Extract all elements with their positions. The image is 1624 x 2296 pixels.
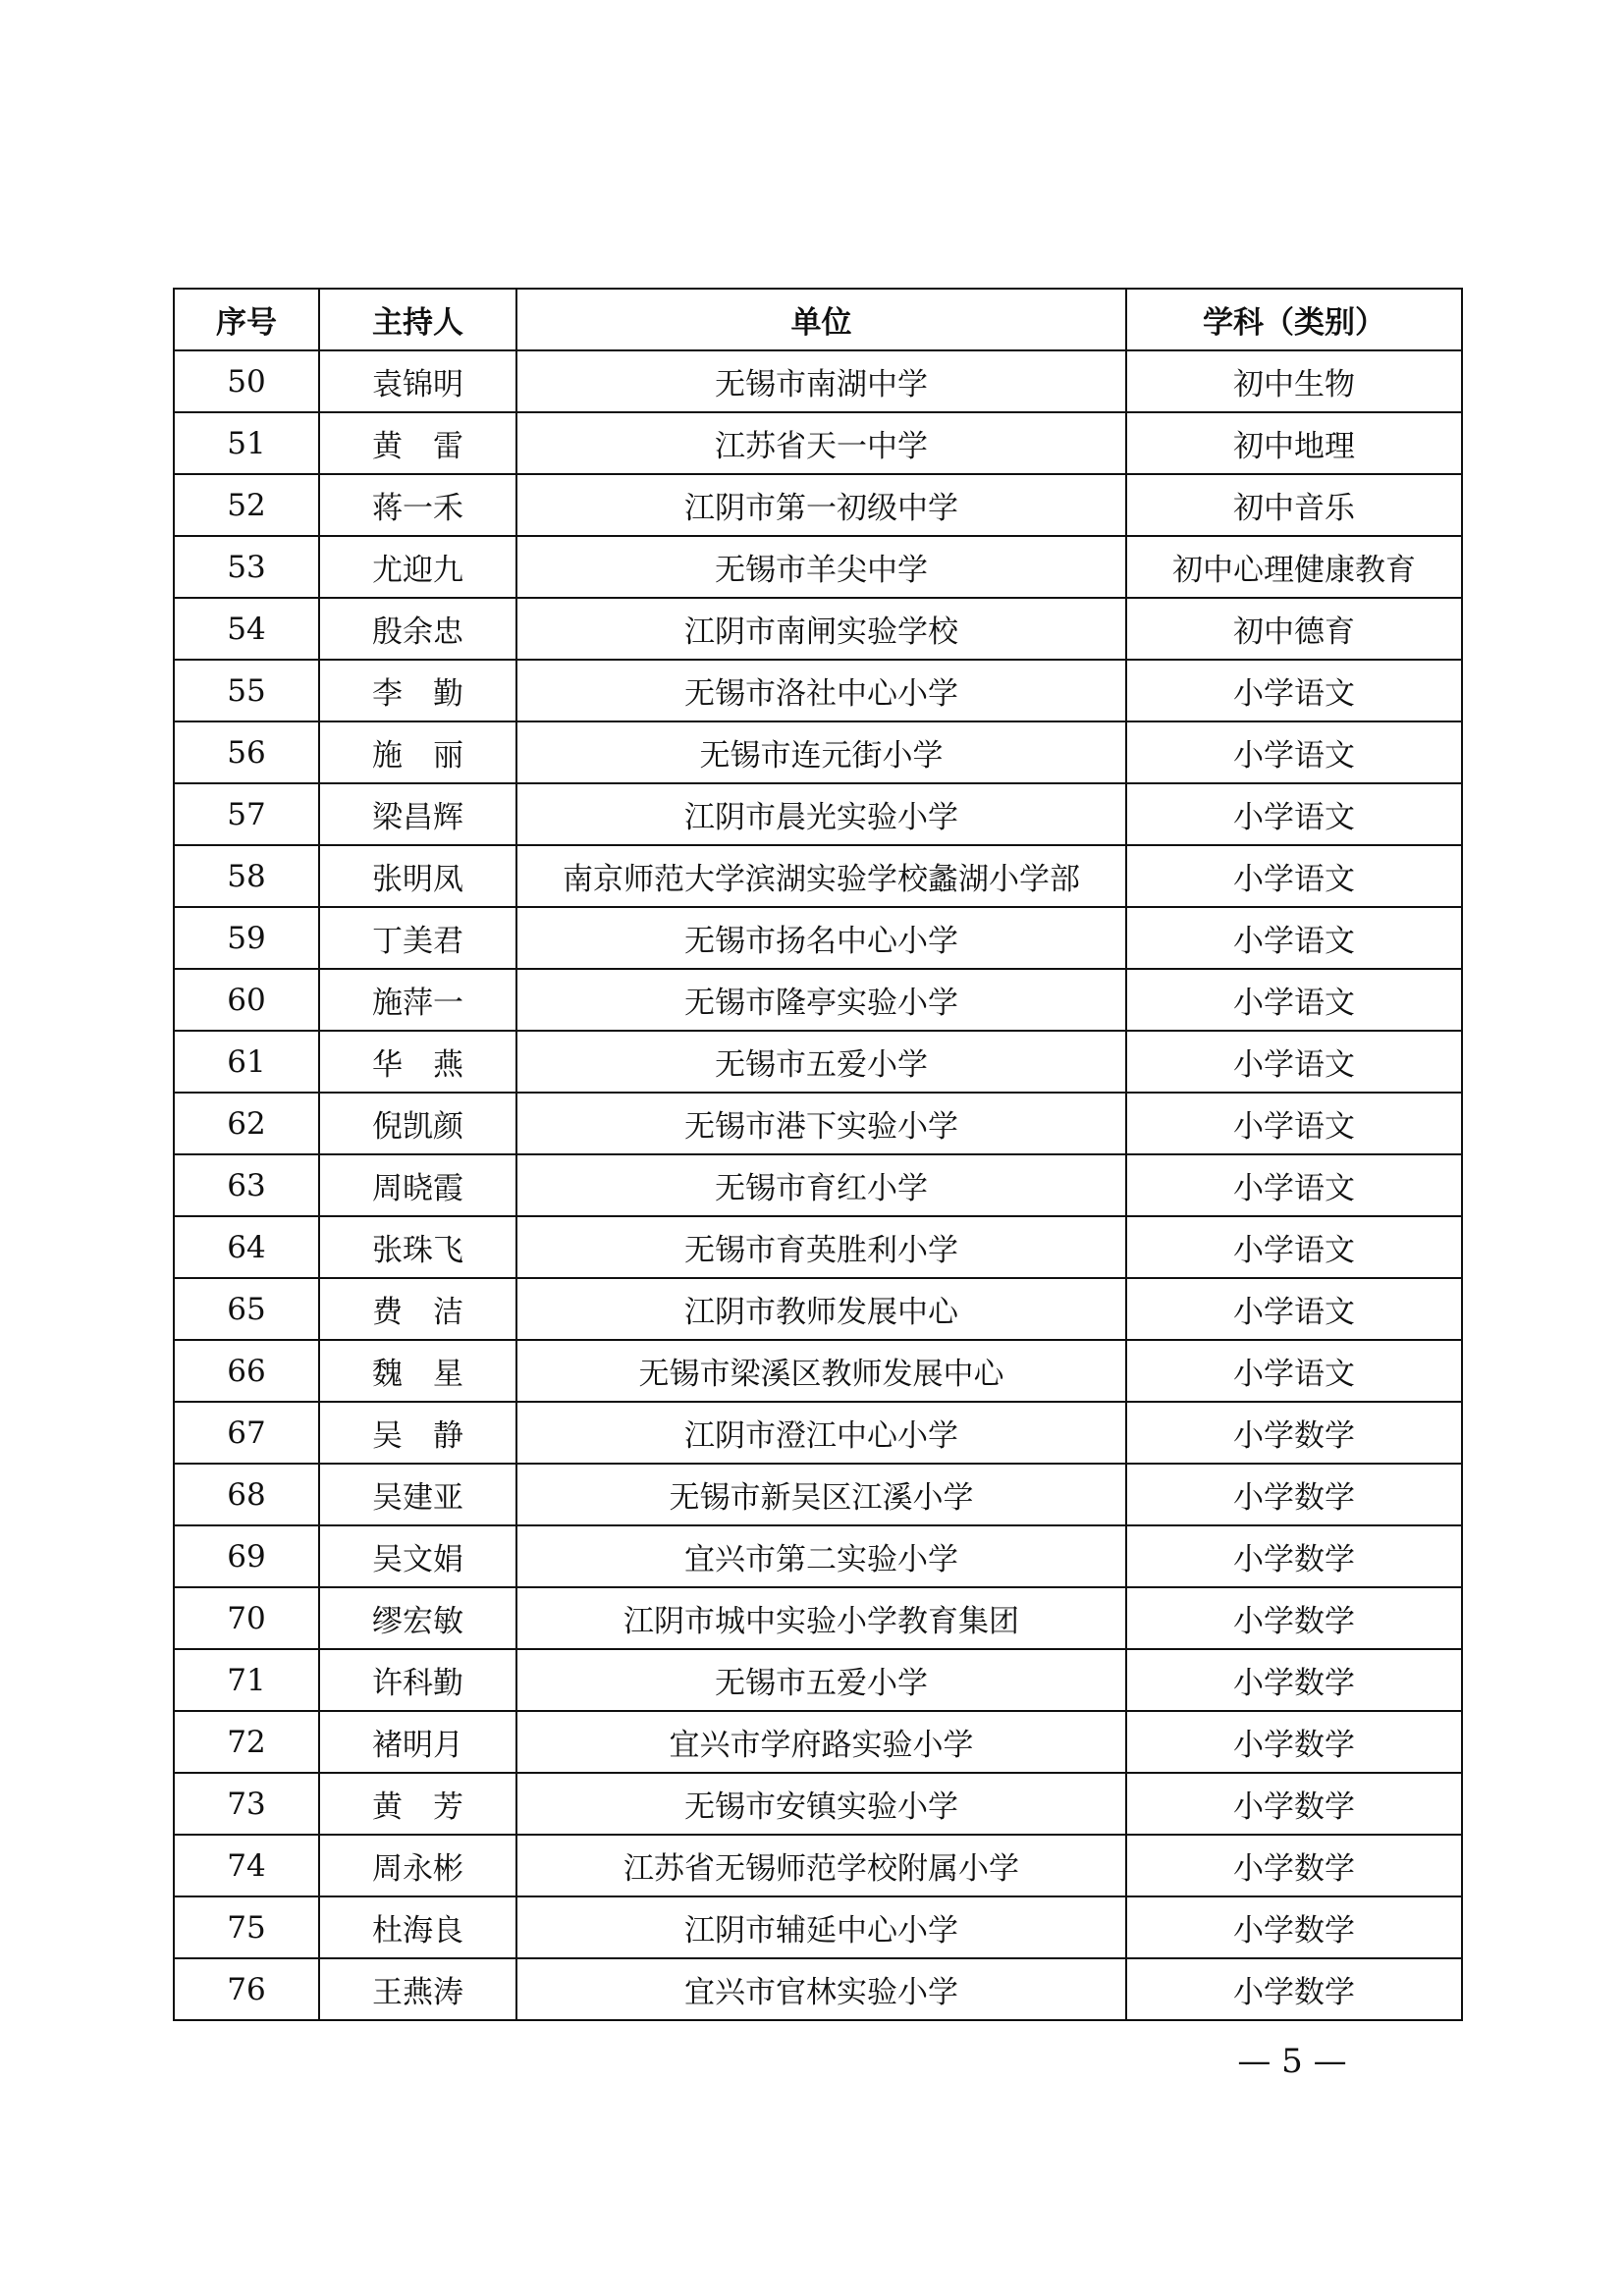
- cell-index: 71: [174, 1649, 319, 1711]
- cell-host: 缪宏敏: [319, 1587, 516, 1649]
- cell-host: 杜海良: [319, 1896, 516, 1958]
- table-row: [174, 660, 1462, 721]
- cell-unit: 无锡市五爱小学: [516, 1649, 1126, 1711]
- cell-unit: 无锡市安镇实验小学: [516, 1773, 1126, 1835]
- table-row: [174, 1711, 1462, 1773]
- cell-unit: 无锡市连元街小学: [516, 721, 1126, 783]
- cell-unit: 江阴市教师发展中心: [516, 1278, 1126, 1340]
- cell-subject: 小学数学: [1126, 1773, 1462, 1835]
- cell-host: 蒋一禾: [319, 474, 516, 536]
- cell-index: 64: [174, 1216, 319, 1278]
- cell-index: 63: [174, 1154, 319, 1216]
- cell-subject: 小学数学: [1126, 1587, 1462, 1649]
- cell-subject: 小学语文: [1126, 1093, 1462, 1154]
- cell-host: 吴文娟: [319, 1525, 516, 1587]
- table-row: [174, 1896, 1462, 1958]
- cell-index: 56: [174, 721, 319, 783]
- cell-subject: 初中心理健康教育: [1126, 536, 1462, 598]
- cell-unit: 无锡市梁溪区教师发展中心: [516, 1340, 1126, 1402]
- cell-host: 梁昌辉: [319, 783, 516, 845]
- cell-host: 施 丽: [319, 721, 516, 783]
- cell-subject: 小学数学: [1126, 1649, 1462, 1711]
- cell-unit: 江苏省无锡师范学校附属小学: [516, 1835, 1126, 1896]
- cell-host: 华 燕: [319, 1031, 516, 1093]
- cell-host: 殷余忠: [319, 598, 516, 660]
- table-row: [174, 412, 1462, 474]
- table-row: [174, 1093, 1462, 1154]
- cell-unit: 无锡市羊尖中学: [516, 536, 1126, 598]
- cell-unit: 无锡市扬名中心小学: [516, 907, 1126, 969]
- cell-index: 68: [174, 1464, 319, 1525]
- cell-index: 51: [174, 412, 319, 474]
- cell-index: 67: [174, 1402, 319, 1464]
- cell-unit: 无锡市育红小学: [516, 1154, 1126, 1216]
- table-row: [174, 1402, 1462, 1464]
- table-row: [174, 783, 1462, 845]
- cell-host: 吴 静: [319, 1402, 516, 1464]
- cell-subject: 小学数学: [1126, 1958, 1462, 2020]
- cell-index: 66: [174, 1340, 319, 1402]
- cell-subject: 小学语文: [1126, 969, 1462, 1031]
- cell-index: 50: [174, 350, 319, 412]
- table-row: [174, 1154, 1462, 1216]
- cell-subject: 小学语文: [1126, 783, 1462, 845]
- table-row: [174, 969, 1462, 1031]
- table-row: [174, 598, 1462, 660]
- cell-index: 73: [174, 1773, 319, 1835]
- cell-unit: 江阴市第一初级中学: [516, 474, 1126, 536]
- cell-subject: 小学语文: [1126, 721, 1462, 783]
- cell-index: 69: [174, 1525, 319, 1587]
- cell-index: 55: [174, 660, 319, 721]
- table-row: [174, 1464, 1462, 1525]
- cell-host: 吴建亚: [319, 1464, 516, 1525]
- cell-unit: 无锡市新吴区江溪小学: [516, 1464, 1126, 1525]
- table-row: [174, 721, 1462, 783]
- cell-subject: 小学语文: [1126, 1278, 1462, 1340]
- cell-subject: 初中音乐: [1126, 474, 1462, 536]
- header-unit: 单位: [516, 289, 1126, 350]
- cell-index: 70: [174, 1587, 319, 1649]
- cell-unit: 无锡市港下实验小学: [516, 1093, 1126, 1154]
- cell-host: 袁锦明: [319, 350, 516, 412]
- cell-unit: 江阴市南闸实验学校: [516, 598, 1126, 660]
- table-row: [174, 1278, 1462, 1340]
- cell-host: 褚明月: [319, 1711, 516, 1773]
- cell-index: 75: [174, 1896, 319, 1958]
- cell-unit: 无锡市洛社中心小学: [516, 660, 1126, 721]
- header-subject: 学科（类别）: [1126, 289, 1462, 350]
- cell-host: 倪凯颜: [319, 1093, 516, 1154]
- cell-index: 74: [174, 1835, 319, 1896]
- cell-host: 尤迎九: [319, 536, 516, 598]
- cell-unit: 江阴市澄江中心小学: [516, 1402, 1126, 1464]
- cell-index: 76: [174, 1958, 319, 2020]
- cell-unit: 宜兴市学府路实验小学: [516, 1711, 1126, 1773]
- cell-subject: 小学语文: [1126, 907, 1462, 969]
- cell-host: 许科勤: [319, 1649, 516, 1711]
- cell-index: 58: [174, 845, 319, 907]
- cell-index: 62: [174, 1093, 319, 1154]
- cell-host: 李 勤: [319, 660, 516, 721]
- table-row: [174, 350, 1462, 412]
- cell-host: 张明凤: [319, 845, 516, 907]
- table-row: [174, 536, 1462, 598]
- cell-index: 52: [174, 474, 319, 536]
- cell-subject: 小学数学: [1126, 1896, 1462, 1958]
- cell-subject: 小学语文: [1126, 1340, 1462, 1402]
- cell-subject: 小学语文: [1126, 1154, 1462, 1216]
- cell-subject: 小学数学: [1126, 1711, 1462, 1773]
- table-row: [174, 1587, 1462, 1649]
- table-row: [174, 1031, 1462, 1093]
- cell-index: 65: [174, 1278, 319, 1340]
- table-row: [174, 1216, 1462, 1278]
- cell-host: 施萍一: [319, 969, 516, 1031]
- cell-subject: 小学语文: [1126, 1031, 1462, 1093]
- cell-subject: 小学数学: [1126, 1402, 1462, 1464]
- cell-host: 丁美君: [319, 907, 516, 969]
- cell-subject: 小学数学: [1126, 1464, 1462, 1525]
- cell-host: 魏 星: [319, 1340, 516, 1402]
- cell-index: 59: [174, 907, 319, 969]
- cell-subject: 小学语文: [1126, 845, 1462, 907]
- table-row: [174, 1649, 1462, 1711]
- cell-unit: 南京师范大学滨湖实验学校蠡湖小学部: [516, 845, 1126, 907]
- cell-index: 57: [174, 783, 319, 845]
- page-number: — 5 —: [1237, 2042, 1347, 2081]
- cell-host: 周永彬: [319, 1835, 516, 1896]
- cell-index: 72: [174, 1711, 319, 1773]
- cell-subject: 初中德育: [1126, 598, 1462, 660]
- cell-unit: 无锡市五爱小学: [516, 1031, 1126, 1093]
- cell-host: 张珠飞: [319, 1216, 516, 1278]
- table-row: [174, 1835, 1462, 1896]
- table-row: [174, 1958, 1462, 2020]
- cell-subject: 小学语文: [1126, 660, 1462, 721]
- cell-unit: 宜兴市第二实验小学: [516, 1525, 1126, 1587]
- cell-unit: 江阴市城中实验小学教育集团: [516, 1587, 1126, 1649]
- cell-index: 60: [174, 969, 319, 1031]
- cell-unit: 无锡市隆亭实验小学: [516, 969, 1126, 1031]
- cell-subject: 小学数学: [1126, 1835, 1462, 1896]
- cell-unit: 宜兴市官林实验小学: [516, 1958, 1126, 2020]
- table-header-row: [174, 289, 1462, 350]
- cell-host: 王燕涛: [319, 1958, 516, 2020]
- header-index: 序号: [174, 289, 319, 350]
- table-row: [174, 1525, 1462, 1587]
- cell-unit: 无锡市育英胜利小学: [516, 1216, 1126, 1278]
- cell-unit: 江阴市辅延中心小学: [516, 1896, 1126, 1958]
- cell-host: 周晓霞: [319, 1154, 516, 1216]
- cell-index: 61: [174, 1031, 319, 1093]
- cell-subject: 初中生物: [1126, 350, 1462, 412]
- cell-index: 53: [174, 536, 319, 598]
- table-row: [174, 907, 1462, 969]
- cell-index: 54: [174, 598, 319, 660]
- cell-unit: 江苏省天一中学: [516, 412, 1126, 474]
- table-row: [174, 1773, 1462, 1835]
- table-row: [174, 1340, 1462, 1402]
- project-host-table: [173, 288, 1463, 2021]
- cell-unit: 无锡市南湖中学: [516, 350, 1126, 412]
- cell-host: 黄 芳: [319, 1773, 516, 1835]
- header-host: 主持人: [319, 289, 516, 350]
- cell-subject: 小学语文: [1126, 1216, 1462, 1278]
- table-row: [174, 474, 1462, 536]
- cell-subject: 小学数学: [1126, 1525, 1462, 1587]
- cell-subject: 初中地理: [1126, 412, 1462, 474]
- cell-host: 费 洁: [319, 1278, 516, 1340]
- cell-unit: 江阴市晨光实验小学: [516, 783, 1126, 845]
- table-row: [174, 845, 1462, 907]
- cell-host: 黄 雷: [319, 412, 516, 474]
